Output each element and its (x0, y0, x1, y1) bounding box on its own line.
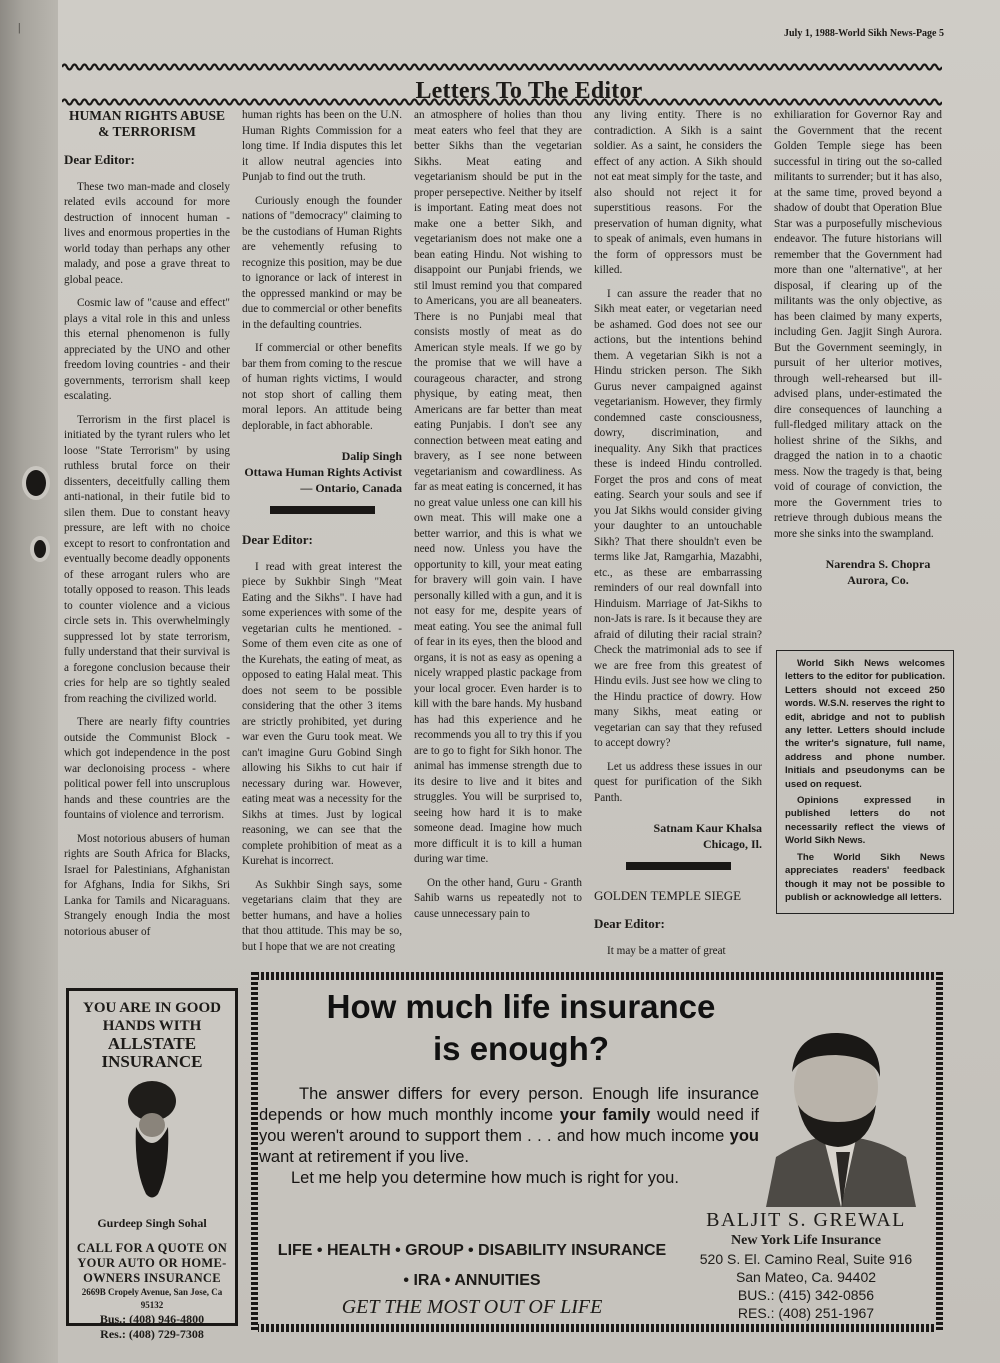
company-name: New York Life Insurance (731, 1233, 881, 1248)
agent-phones (69, 1312, 235, 1342)
binding-margin (0, 0, 58, 1363)
ad-body-text: The answer differs for every person. Enough life insurance depends or how much monthly income (259, 1085, 759, 1124)
paragraph: exhiliaration for Governor Ray and the Government that the recent Golden Temple siege has been successful in tiring out the so-called militants to surrender; but it has also, at the same time, proved beyond a shadow of doubt that Operation Blue Star was a purposefully mischevious endeavor. The future historians will remember that the Government had more than one "alternative", at her disposal, if clearing up of the militants was the only objective, as has been claimed by many experts, including Gen. Jagjit Singh Aurora. But the Government seemingly, in pursuit of her ulterior motives, through well-rehearsed but ill-advised plans, under-estimated the dire consequences of launching a full-fledged military attack on the holiest shrine of the Sikhs, and dragged the nation in to a chaotic mess. Now the tragedy is that, being void of courage of conviction, the more the Government tries to retrieve through dubious means the more she sinks into the swampland. (774, 109, 942, 540)
paragraph: I read with great interest the piece by Sukhbir Singh "Meat Eating and the Sikhs". I have had some experiences with some of the vegetarian cults he mentioned. - Some of them even cite as one of the Kurehats, the eating of meat, as opposed to eating Halal meat. This does not seem to be possible considering that the other 3 items are strictly prohibited, yet during war even the Guru took meat. We can't imagine Guru Gobind Singh allowing his Sikhs to cut hair if necessary during war. However, eating meat was a necessity for the Sikhs at times. Just by logical reasoning, we can see that the complete prohibition of meat as a Kurehat is incorrect. (242, 560, 402, 867)
ad-body-text: want at retirement if you live. (259, 1148, 470, 1166)
signature-location: Ottawa Human Rights Activist — Ontario, Canada (244, 465, 402, 495)
product-list (257, 1236, 687, 1296)
column-1 (64, 108, 230, 948)
paragraph: Terrorism in the first placel is initiated by the tyrant rulers who let loose "State Terrorism" by using ruthless brutal force on their dissenters, deceitfully calling them anti-national, in their futile bid to silen them. Due to constant heavy pressure, are left with no choice except to resort to confrontation and eventually become deadly opponents of these arrogant rulers who are totally opposed to reason. This leads to counter violence and a vicious circle sets in. This overwhelmingly suppressed lot by state terrorism, fully understand that their survival is a foregone conclusion because their cries for help are so tightly sealed from reaching the civilized world. (64, 413, 230, 705)
decorative-border-bottom (251, 1324, 943, 1332)
page-folio: July 1, 1988-World Sikh News-Page 5 (783, 28, 944, 39)
wavy-rule-bottom (62, 97, 942, 107)
address-line: 520 S. El. Camino Real, Suite 916 (699, 1251, 913, 1267)
paragraph: As Sukhbir Singh says, some vegetarians claim that they are better humans, and have a holies that thou attitude. This may be so, but I hope that we are not creating (242, 878, 402, 953)
agent-portrait-photo (756, 1027, 921, 1207)
letter-headline: HUMAN RIGHTS ABUSE & TERRORISM (68, 108, 226, 139)
paragraph: These two man-made and closely related evils accound for more destruction of innocent human - lives and enormous properties in the world today than perhaps any other malady, and pose a grave threat to global peace. (64, 180, 230, 286)
ad-headline-line: ALLSTATE (107, 1034, 197, 1053)
residence-phone: RES.: (408) 251-1967 (737, 1305, 875, 1321)
address-line: San Mateo, Ca. 94402 (735, 1269, 877, 1285)
separator-bar (270, 506, 375, 514)
life-insurance-ad (251, 972, 943, 1332)
product-line: LIFE • HEALTH • GROUP • DISABILITY INSURANCE (277, 1242, 667, 1259)
paragraph: human rights has been on the U.N. Human Rights Commission for a long time. If India disputes this let it allow neutral agencies into Punjab to find out the truth. (242, 109, 402, 183)
agent-name: BALJIT S. GREWAL (706, 1209, 906, 1231)
agent-name: Gurdeep Singh Sohal (97, 1216, 207, 1230)
paragraph: Most notorious abusers of human rights are South Africa for Blacks, Israel for Palestinians, Afghanistan for Afghans, India for Sikhs, Sri Lanka for Tamils and Nicaraguans. Strangely enough India the most notorious abuser of (64, 832, 230, 938)
notice-paragraph: Opinions expressed in published letters do not necessarily reflect the views of World Sikh News. (785, 795, 945, 847)
signature-location: Aurora, Co. (847, 573, 909, 587)
signature (242, 448, 402, 496)
cta-line: CALL FOR A QUOTE ON (76, 1241, 228, 1255)
ad-headline (69, 999, 235, 1071)
ad-title (271, 986, 771, 1070)
section-title: Letters To The Editor (415, 78, 643, 104)
paragraph: Cosmic law of "cause and effect" plays a vital role in this and unless this eternal phenomenon is fully appreciated by the UNO and other freedom loving countries - and their governments, terrorism shall keep escalating. (64, 297, 230, 402)
paragraph: an atmosphere of holies than thou meat eaters who feel that they are better Sikhs than the vegetarian Sikhs. Meat eating and vegetarianism should be put in the proper persepective. Neither by itself is important. Eating meat does not make one a better Sikh, and vegetarianism does not make one a bean eating Hindu. Not wishing to disappoint our Punjabi friends, we stil lmust remind you that compared to Americans, you are all beaneaters. There is no Punjabi meal that consists mostly of meat as do American style meals. If we go by the promise that we will have a courageous character, and strong physique, by eating meat, then Americans are far better than meat eating Punjabis. I don't see any connection between meat eating and bravery, as I see none between vegetarianism and cowardliness. As far as meat eating is concerned, it has no great value unless one can kill his own meat. This will make one a better warrior, and this is what we need now. Unless you have the opportunity to kill, your meat eating for bravery will goin vain. I have personally killed with a gun, and it is not easy for me, despite years of meat eating. You see the animal full of fear in its eyes, then the blood and organs, it is not as easy as opening a nicely wrapped plastic package from your local grocer. Even harder is to kill with the bare hands. My husband has had this experience and he recommends you all to try this if you are to go to fight for Sikh honor. The animal has immense strength due to its desire to live and it bites and struggles. You will be surprised to, seeing how hard it is to make someone dead. Imagine how much more difficult it is to kill a human during war time. (414, 109, 582, 865)
newspaper-page (58, 0, 1000, 1363)
paragraph: Let us address these issues in our quest for purification of the Sikh Panth. (594, 760, 762, 804)
binding-artifact: | (18, 20, 21, 34)
letters-policy-notice (776, 650, 954, 914)
ad-headline-line: INSURANCE (101, 1052, 203, 1071)
ad-call-to-action (69, 1241, 235, 1286)
decorative-border-top (251, 972, 943, 980)
product-line: • IRA • ANNUITIES (403, 1272, 541, 1289)
cta-line: OWNERS INSURANCE (83, 1271, 221, 1285)
paragraph: any living entity. There is no contradiction. A Sikh is a saint soldier. As a saint, he considers the effect of any action. A Sikh should not eat meat simply for the taste, and also should not reject it for superstitious reasons. For the preservation of human dignity, what to speak of animals, even humans in the form of oppressors must be killed. (594, 109, 762, 276)
ad-body-emphasis: you (729, 1127, 759, 1145)
address-zip: 95132 (140, 1300, 164, 1310)
salutation: Dear Editor: (594, 916, 665, 931)
cta-line: YOUR AUTO OR HOME- (77, 1256, 227, 1270)
ad-body (259, 1084, 759, 1189)
ad-headline-line: YOU ARE IN GOOD (83, 1000, 221, 1016)
agent-address (69, 1286, 235, 1312)
paragraph: It may be a matter of great (607, 944, 726, 957)
paragraph: If commercial or other benefits bar them from coming to the rescue of human rights victims, I would not stop short of calling them moral lepors. An attitude being deplorable, in fact abhorable. (242, 342, 402, 432)
punch-hole (34, 540, 46, 558)
punch-hole (26, 470, 46, 496)
ad-body-text: would need if you weren't around to support them . . . and how much income (259, 1106, 759, 1145)
column-3 (414, 108, 582, 930)
ad-slogan: GET THE MOST OUT OF LIFE (341, 1296, 603, 1318)
ad-body-emphasis: your family (559, 1106, 651, 1124)
signature-name: Dalip Singh (341, 449, 402, 463)
separator-bar (626, 862, 731, 870)
decorative-border-right (936, 972, 943, 1332)
ad-title-line: How much life insurance (326, 988, 716, 1025)
business-phone: Bus.: (408) 946-4800 (99, 1312, 205, 1326)
paragraph: Curiously enough the founder nations of "democracy" claiming to be the custodians of Human Rights are vehemently refusing to recognize this position, may be due to ignorance or lack of interest in the oppressed mankind or may be due to commercial or other benefits in the defaulting countries. (242, 194, 402, 331)
residence-phone: Res.: (408) 729-7308 (100, 1327, 204, 1341)
salutation: Dear Editor: (242, 532, 313, 547)
paragraph: I can assure the reader that no Sikh meat eater, or vegetarian need be ashamed. God does not see our actions, but the intentions behind them. A vegetarian Sikh is not a Hindu stricken person. The Sikh Gurus never campaigned against vegetarianism. However, they firmly condemned caste consciousness, dowry, discrimination, and inequality. Any Sikh that practices these is indeed Hindu controlled. Forget the pros and cons of meat eating. Search your souls and see if you Jat Sikhs would consider giving your daughter to an untouchable Sikh? That there shouldn't even be terms like Jat, Ramgarhia, Mazabhi, etc., as these are embarrassing reminders of our real downfall into Hinduism. Marriage of Jat-Sikhs to non-Jats is rare. Is it because they are afraid of diluting their racial strain? Check the matrimonial ads to see if we are free from this greatest of Hindu evils. Just see how we cling to the Hindu practice of dowry. How many Sikhs, meat eating or vegetarian can say that they refused to accept dowry? (594, 287, 762, 749)
column-5 (774, 108, 942, 598)
ad-headline-line: HANDS WITH (102, 1018, 202, 1034)
signature (594, 820, 762, 852)
ad-title-line: is enough? (433, 1030, 609, 1067)
business-phone: BUS.: (415) 342-0856 (737, 1287, 875, 1303)
allstate-ad (66, 988, 238, 1341)
address-line: 2669B Cropely Avenue, San Jose, Ca (81, 1287, 223, 1297)
notice-paragraph: The World Sikh News appreciates readers' feedback though it may not be possible to publish or acknowledge all letters. (785, 851, 945, 903)
ad-body-text: Let me help you determine how much is right for you. (291, 1169, 679, 1187)
signature-location: Chicago, Il. (702, 837, 762, 851)
paragraph: On the other hand, Guru - Granth Sahib warns us repeatedly not to cause unnecessary pain to (414, 876, 582, 920)
wavy-rule-top (62, 62, 942, 72)
notice-paragraph: World Sikh News welcomes letters to the editor for publication. Letters should not exceed 250 words. W.S.N. reserves the right to edit, abridge and not to publish any letter. Letters should include the writer's signature, full name, address and phone number. Initials and pseudonyms can be used on request. (785, 658, 945, 790)
letter-headline: GOLDEN TEMPLE SIEGE (594, 888, 742, 903)
agent-portrait-photo (120, 1079, 184, 1207)
column-4 (594, 108, 762, 967)
paragraph: There are nearly fifty countries outside the Communist Block - which got independence in the post war declonoising process - where political power fell into unscruplous hands and these countries are the fountains of violence and terrorism. (64, 716, 230, 821)
agent-contact (681, 1208, 931, 1322)
signature-name: Satnam Kaur Khalsa (653, 821, 762, 835)
salutation: Dear Editor: (64, 152, 135, 167)
signature (774, 556, 942, 588)
column-2 (242, 108, 402, 963)
signature-name: Narendra S. Chopra (825, 557, 931, 571)
